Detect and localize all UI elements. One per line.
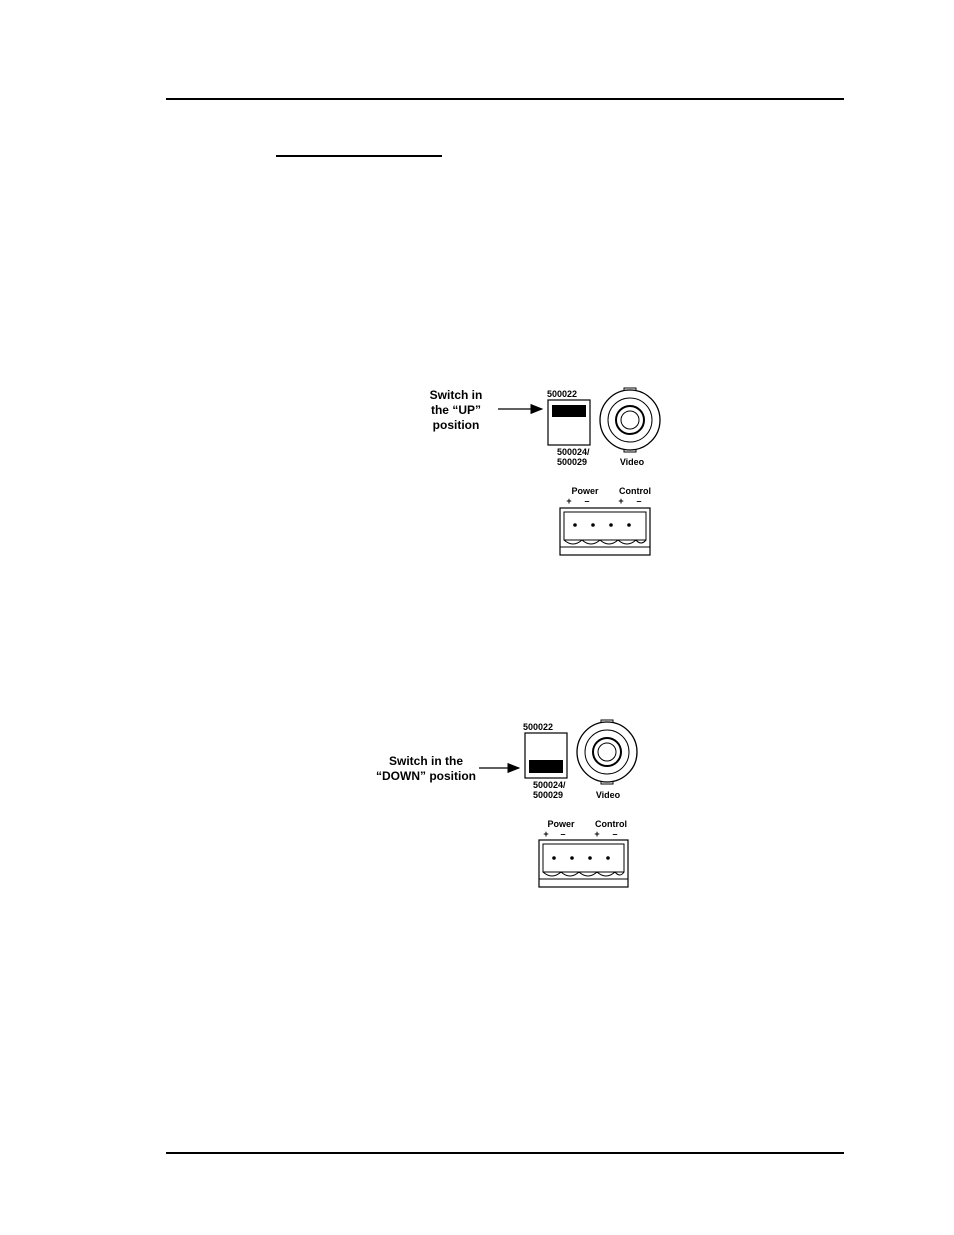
- diagram-switch-down: [376, 720, 637, 887]
- footer-rule: [166, 1152, 844, 1154]
- callout-down-line2: “DOWN” position: [376, 769, 476, 783]
- power-plus-down: +: [543, 829, 549, 839]
- model-bottom-label-down-1: 500024/: [533, 780, 566, 790]
- power-label-up: Power: [571, 486, 599, 496]
- control-label-up: Control: [619, 486, 651, 496]
- control-label-down: Control: [595, 819, 627, 829]
- power-label-down: Power: [547, 819, 575, 829]
- control-minus-up: –: [636, 496, 642, 506]
- callout-up-line1: Switch in: [429, 388, 483, 402]
- callout-up-line2: the “UP”: [430, 403, 482, 417]
- model-bottom-label-up-2: 500029: [557, 457, 588, 467]
- control-plus-down: +: [594, 829, 600, 839]
- callout-down-line1: Switch in the: [388, 754, 464, 768]
- model-bottom-label-down-2: 500029: [533, 790, 564, 800]
- callout-up-line3: position: [432, 418, 480, 432]
- power-minus-up: –: [584, 496, 590, 506]
- control-minus-down: –: [612, 829, 618, 839]
- model-top-label-up: 500022: [547, 389, 578, 399]
- terminal-block-down-icon: [539, 840, 628, 887]
- power-plus-up: +: [566, 496, 572, 506]
- bnc-connector-up-icon: [600, 388, 660, 452]
- diagram-switch-up: [430, 388, 660, 555]
- bnc-connector-down-icon: [577, 720, 637, 784]
- control-plus-up: +: [618, 496, 624, 506]
- terminal-block-up-icon: [560, 508, 650, 555]
- model-bottom-label-up-1: 500024/: [557, 447, 590, 457]
- switch-lever-up: [552, 405, 586, 417]
- switch-lever-down: [529, 760, 563, 773]
- power-minus-down: –: [560, 829, 566, 839]
- video-label-up: Video: [619, 457, 645, 467]
- video-label-down: Video: [595, 790, 621, 800]
- model-top-label-down: 500022: [523, 722, 554, 732]
